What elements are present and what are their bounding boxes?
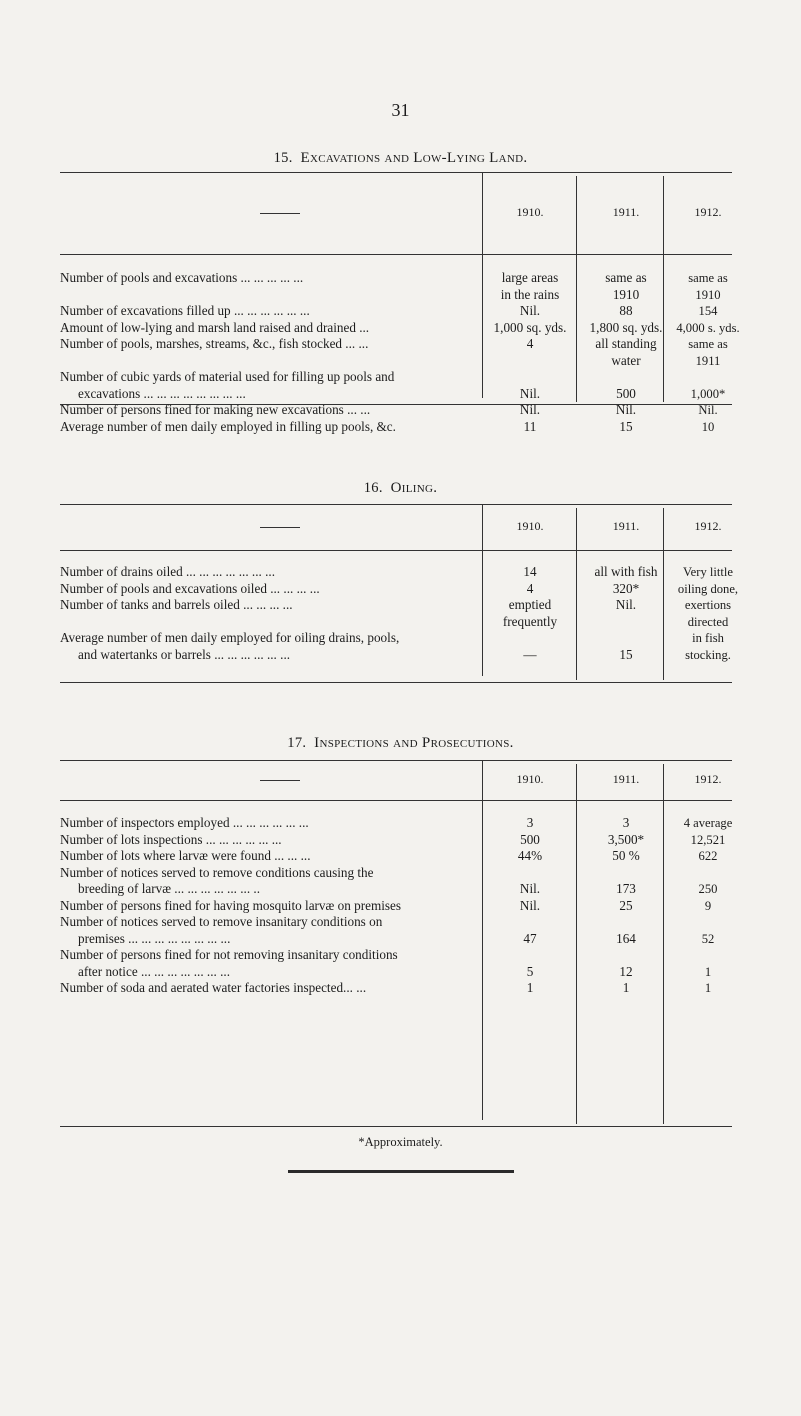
cell-1911: water [611,352,641,368]
row-label: Number of persons fined for having mosquito larvæ on premises [60,897,401,913]
cell-1912: 1910 [695,287,721,302]
cell-1911: 15 [619,418,633,434]
header-1910: 1910. [516,205,544,219]
cell-1912: 4,000 s. yds. [676,320,740,335]
cell-1911: 12 [619,963,633,979]
cell-1910: emptied [508,597,552,612]
cell-1912: 250 [698,882,718,896]
cell-1911: 164 [616,930,636,946]
row-label: Number of inspectors employed ... ... ... ... ... ... [60,815,309,830]
cell-1912: 1911 [695,353,721,368]
cell-1910: 5 [526,963,534,979]
section-17-heading: Inspections and Prosecutions. [314,735,514,751]
cell-1910: Nil. [519,402,541,417]
cell-1910: 3 [526,815,534,830]
row-label: Number of drains oiled ... ... ... ... ... ... ... [60,564,275,579]
cell-1911: 320* [612,580,640,596]
header-dash [260,780,300,781]
section-17-number: 17. [287,735,307,751]
section-16-heading: Oiling. [390,480,438,496]
cell-1911: 173 [616,881,636,896]
row-label: Number of lots where larvæ were found ... ... ... [60,848,311,863]
section-15-number: 15. [273,150,293,166]
cell-1911: same as [605,270,647,285]
cell-1911: all with fish [594,564,658,579]
cell-1911: 1 [622,980,630,995]
cell-1910: 1,000 sq. yds. [493,319,567,335]
row-label: Number of notices served to remove conditions causing the [60,864,374,880]
cell-1912: 52 [701,931,715,946]
cell-1910: Nil. [519,385,541,401]
cell-1910: 4 [526,336,534,351]
excavations-table [60,172,740,434]
section-17-title [0,735,801,752]
cell-1912: oiling done, [677,581,739,596]
header-1910: 1910. [516,772,544,786]
row-label: and watertanks or barrels ... ... ... ... ... ... [78,646,291,662]
row-label: Number of notices served to remove insanitary conditions on [60,914,383,929]
header-rule [60,800,732,801]
section-16-title [0,480,801,497]
section-15-title [0,150,801,167]
cell-1910: Nil. [519,303,541,318]
cell-1911: 3,500* [607,831,645,847]
cell-1910: 44% [517,848,543,863]
header-1911: 1911. [612,205,640,219]
footnote: *Approximately. [358,1135,443,1149]
cell-1912: 9 [704,898,712,913]
cell-1910: 500 [520,831,540,847]
top-rule [60,760,732,761]
cell-1912: stocking. [685,647,731,662]
row-label: Number of soda and aerated water factories inspected... ... [60,980,367,995]
top-rule [60,504,732,505]
cell-1912: 10 [701,419,715,434]
row-label: Number of persons fined for not removing insanitary conditions [60,947,398,962]
cell-1911: 25 [619,897,633,913]
row-label: Average number of men daily employed for oiling drains, pools, [60,630,400,645]
row-label: Number of lots inspections ... ... ... ... ... ... [60,831,282,847]
row-label: Number of pools, marshes, streams, &c., fish stocked ... ... [60,336,369,351]
cell-1912: 622 [698,849,718,863]
row-label: Amount of low-lying and marsh land raised and drained ... [60,319,370,335]
cell-1911: all standing [595,336,657,351]
cell-1911: 50 % [612,848,640,863]
header-dash [260,527,300,528]
cell-1910: Nil. [519,897,541,913]
header-1912: 1912. [694,772,722,786]
row-label: Number of cubic yards of material used for filling up pools and [60,369,395,384]
cell-1912: 1 [704,981,712,995]
section-15-heading: Excavations and Low-Lying Land. [300,150,528,166]
section-16-number: 16. [363,480,383,496]
row-label: Number of pools and excavations ... ... ... ... ... [60,270,304,285]
cell-1910: 4 [526,580,534,596]
row-label: premises ... ... ... ... ... ... ... ... [78,930,231,946]
cell-1911: 1910 [612,286,640,302]
cell-1912: Nil. [698,403,718,417]
row-label: Number of pools and excavations oiled ... ... ... ... [60,580,320,596]
row-label: Number of persons fined for making new excavations ... ... [60,402,371,417]
cell-1912: 1 [704,964,712,979]
oiling-table [60,504,739,682]
cell-1912: same as [688,271,728,285]
page-number: 31 [391,100,410,120]
cell-1912: in fish [692,631,724,645]
cell-1912: directed [687,614,729,629]
header-1911: 1911. [612,772,640,786]
cell-1912: 154 [698,304,718,318]
row-label: Number of excavations filled up ... ... ... ... ... ... [60,303,310,318]
cell-1911: 3 [622,815,630,830]
bottom-rule [60,1126,732,1127]
end-rule [288,1170,514,1173]
cell-1910: Nil. [519,881,541,896]
cell-1912: same as [688,337,728,351]
cell-1910: 11 [523,418,537,434]
cell-1911: 15 [619,646,633,662]
cell-1910: large areas [501,270,559,285]
cell-1911: Nil. [615,597,637,612]
cell-1910: 14 [523,564,537,579]
cell-1912: 12,521 [690,832,726,847]
row-label: Number of tanks and barrels oiled ... ... ... ... [60,597,293,612]
cell-1911: 88 [619,303,633,318]
cell-1911: 500 [616,385,636,401]
row-label: breeding of larvæ ... ... ... ... ... ... .. [78,881,261,896]
cell-1910: 47 [523,930,537,946]
top-rule [60,172,732,173]
header-rule [60,550,732,551]
header-rule [60,254,732,255]
cell-1912: Very little [682,565,733,579]
row-label: after notice ... ... ... ... ... ... ... [78,963,230,979]
header-1912: 1912. [694,205,722,219]
row-label: excavations ... ... ... ... ... ... ... ... [78,385,246,401]
cell-1912: 4 average [683,816,733,830]
cell-1912: exertions [684,598,732,612]
cell-1910: frequently [502,613,558,629]
row-label: Average number of men daily employed in filling up pools, &c. [60,418,396,434]
cell-1911: Nil. [615,402,637,417]
cell-1911: 1,800 sq. yds. [589,319,663,335]
header-1911: 1911. [612,519,640,533]
header-1912: 1912. [694,519,722,533]
cell-1912: 1,000* [690,386,726,401]
inspections-table [60,760,732,1126]
cell-1910: 1 [526,980,534,995]
cell-1910: in the rains [500,286,560,302]
header-1910: 1910. [516,519,544,533]
bottom-rule [60,682,732,683]
header-dash [260,213,300,214]
cell-1910: — [523,646,537,662]
